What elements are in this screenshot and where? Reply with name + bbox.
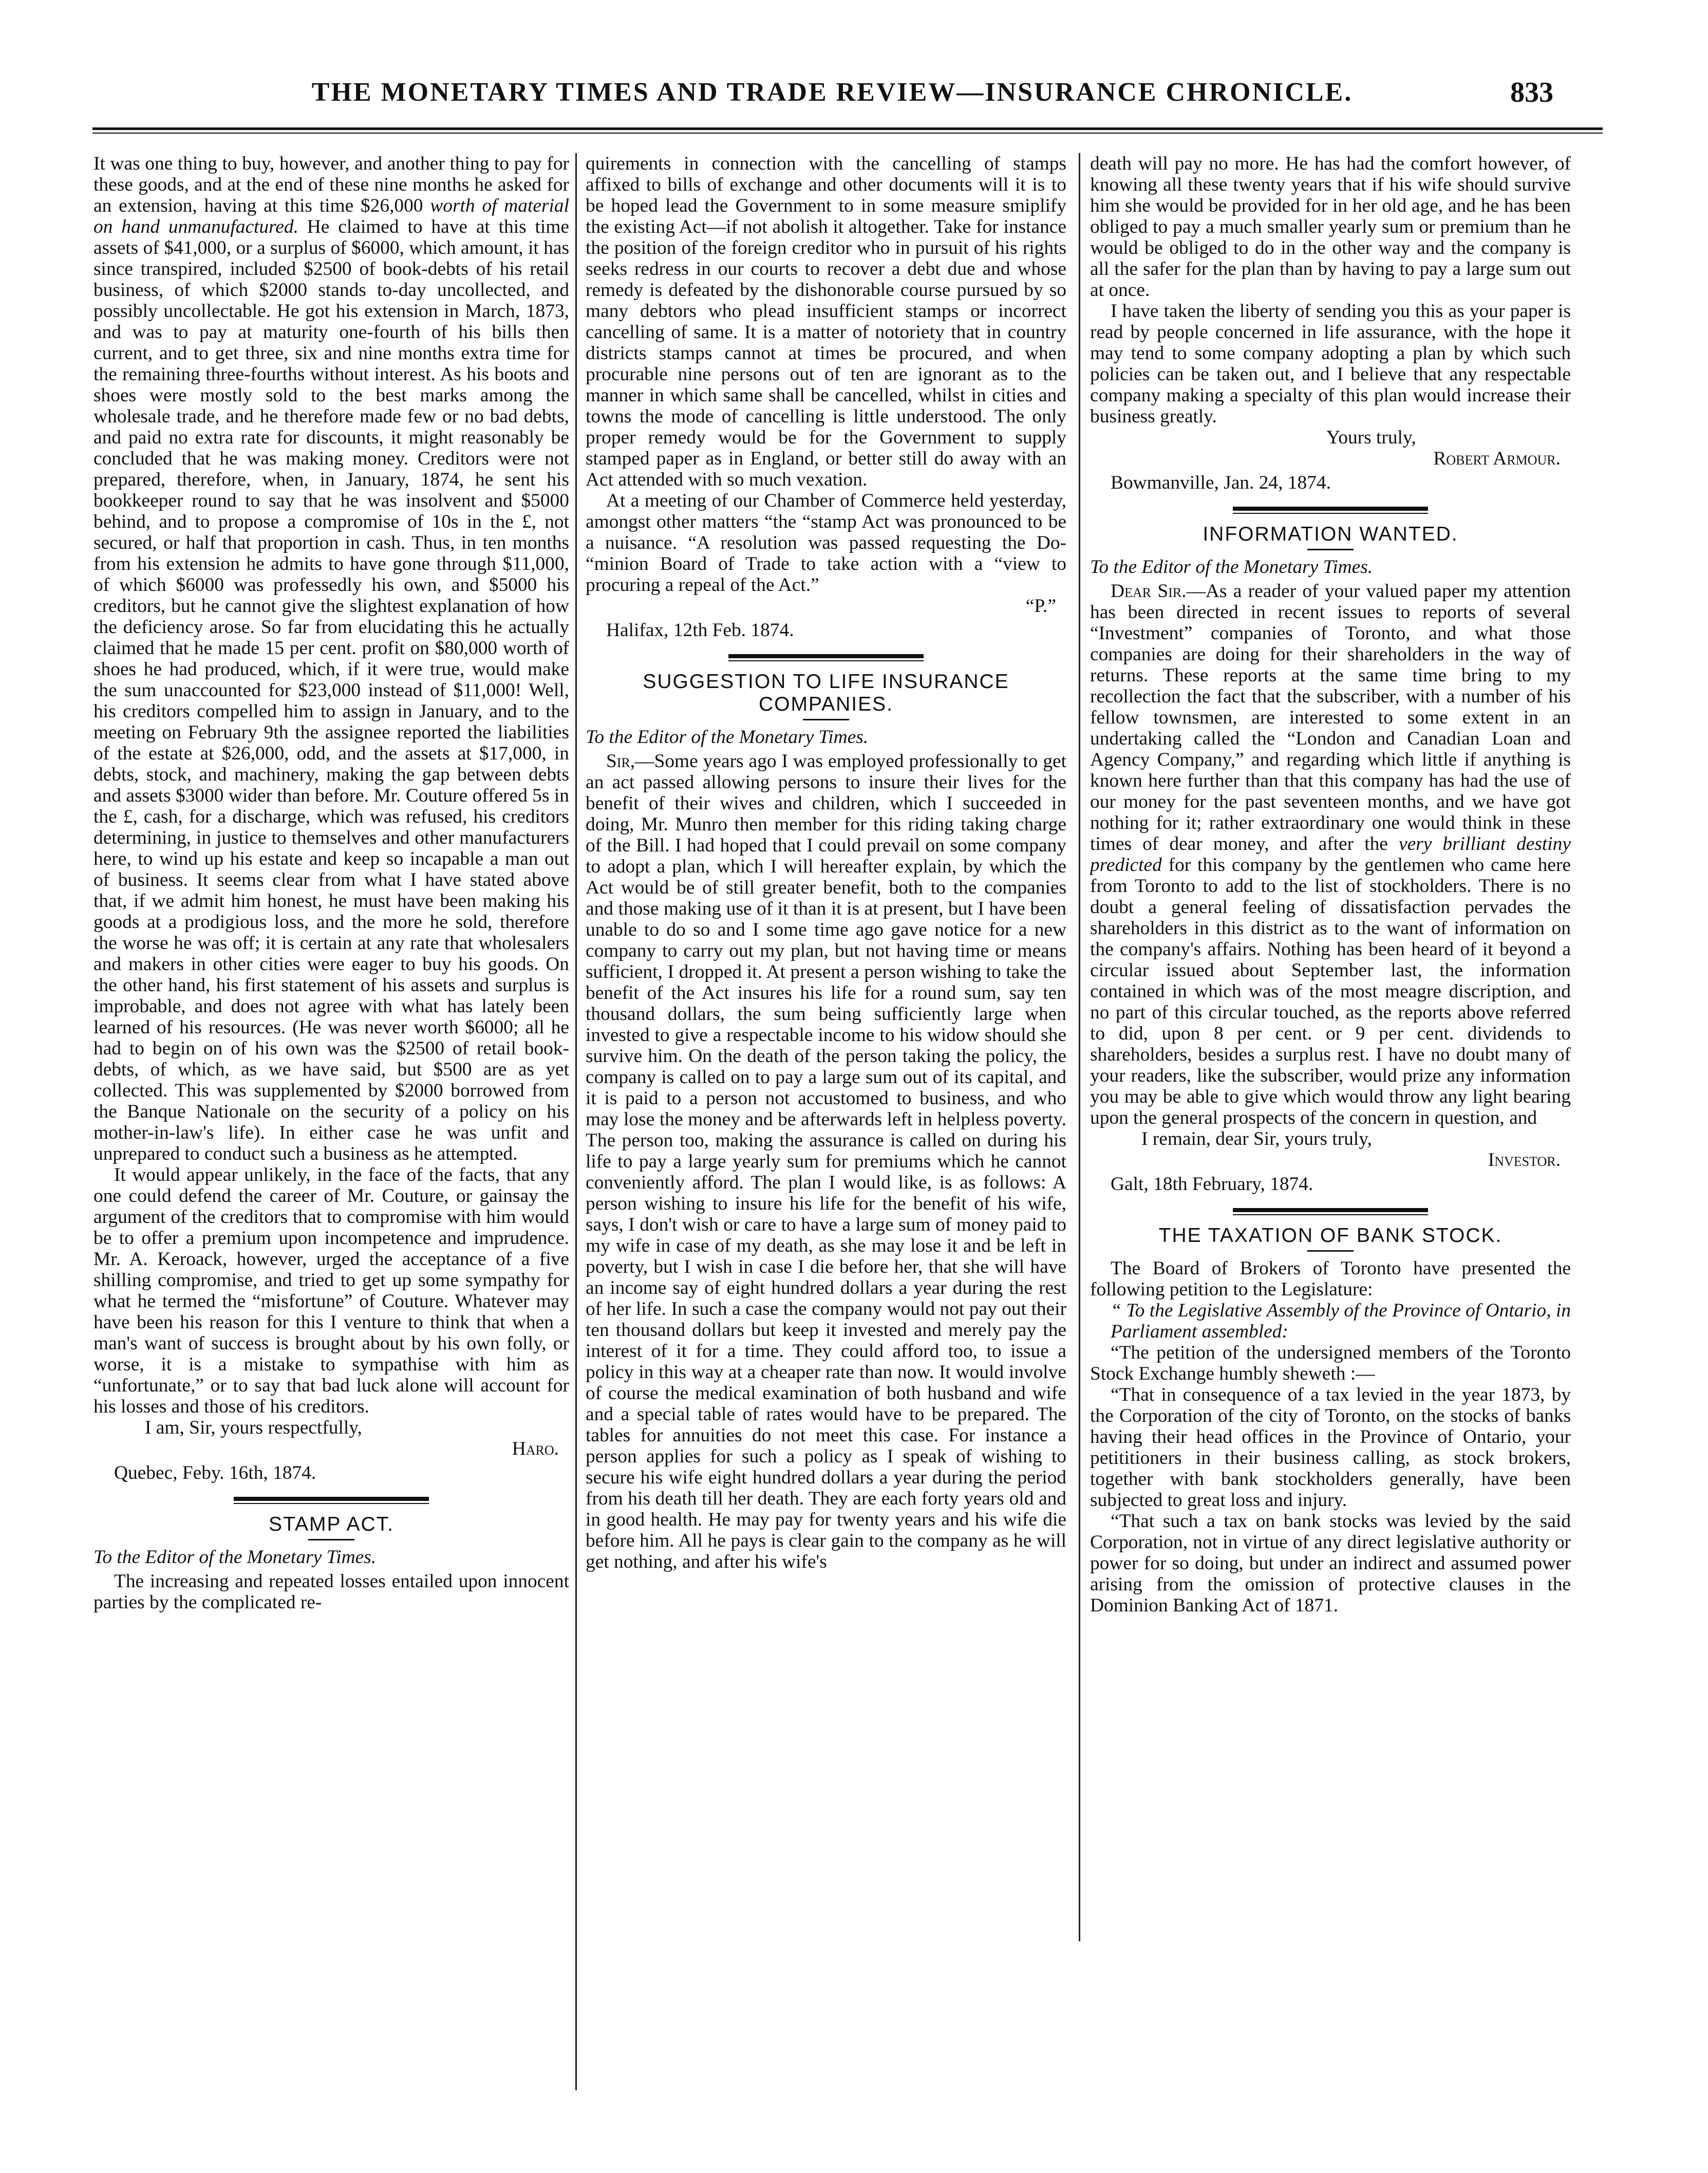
salutation-line: To the Editor of the Monetary Times. [93, 1547, 377, 1568]
heading-rule [803, 719, 849, 720]
page-number: 833 [1510, 77, 1553, 108]
petition-address: “ To the Legislative Assembly of the Province of Ontario, in Parliament assembled: [1111, 1300, 1571, 1342]
letter-signature: “P.” [1025, 596, 1056, 617]
article-paragraph: quirements in connection with the cancelling of stamps affixed to bills of exchange and other documents will it is to be hoped lead the Government to in some measure smiplify the existing Act—if not abolish it altogether. Take for instance the position of the foreign creditor who in pursuit of his rights seeks redress in our courts to recover a debt due and whose remedy is defeated by the dishonorable course pursued by so many debtors who plead insufficient stamps or incorrect cancelling of same. It is a matter of notoriety that in country districts stamps cannot at times be procured, and when procurable nine persons out of ten are ignorant as to the manner in which same shall be cancelled, whilst in cities and towns the mode of cancelling is little understood. The only proper remedy would be for the Government to supply stamped paper as in England, or better still do away with an Act attended with so much vexation. [586, 153, 1066, 490]
article-paragraph: At a meeting of our Chamber of Commerce held yesterday, amongst other matters “the “stamp Act was pronounced to be a nuisance. “A resolution was passed requesting the Do- “minion Board of Trade to take action with a “view to procuring a repeal of the Act.” [586, 490, 1066, 596]
article-paragraph: It was one thing to buy, however, and another thing to pay for these goods, and at the end of these nine months he asked for an extension, having at this time $26,000 worth of material on hand unmanufactured. He claimed to have at this time assets of $41,000, or a surplus of $6000, which amount, it has since transpired, included $2500 of book-debts of his retail business, of which $2000 stands to-day uncollected, and possibly uncollectable. He got his extension in March, 1873, and was to pay at maturity one-fourth of his bills then current, and to get three, six and nine months extra time for the remaining three-fourths without interest. As his boots and shoes were mostly sold to the best marks among the wholesale trade, and he therefore made few or no bad debts, and paid no extra rate for discounts, it might reasonably be concluded that he was making money. Creditors were not prepared, therefore, when, in January, 1874, he sent his bookkeeper round to say that he was insolvent and $5000 behind, and to propose a compromise of 10s in the £, not secured, or half that proportion in cash. Thus, in ten months from his extension he admits to have gone through $11,000, of which $6000 was professedly his own, and $5000 his creditors, but he cannot give the slightest explanation of how the deficiency arose. So far from elucidating this he actually claimed that he made 15 per cent. profit on $80,000 worth of shoes he had produced, which, if it were true, would make the sum unaccounted for $23,000 instead of $11,000! Well, his creditors compelled him to assign in January, and to the meeting on February 9th the assignee reported the liabilities of the estate at $26,000, odd, and the assets at $17,000, in debts, stock, and machinery, making the gap between debts and assets $3000 wider than before. Mr. Couture offered 5s in the £, cash, for a discharge, which was refused, his creditors determining, in justice to themselves and other manufacturers here, to wind up his estate and keep so incapable a man out of business. It seems clear from what I have stated above that, if we admit him honest, he must have been making his goods at a prodigious loss, and the more he sold, therefore the worse he was off; it is certain at any rate that wholesalers and makers in other cities were eager to buy his goods. On the other hand, his first statement of his assets and surplus is improbable, and does not agree with what has lately been learned of his resources. (He was never worth $6000; all he had to begin on of his own was the $2500 of retail book-debts, of which, as we have said, but $500 are as yet collected. This was supplemented by $2000 borrowed from the Banque Nationale on the security of a policy on his mother-in-law's life). In either case he was unfit and unprepared to conduct such a business as he attempted. [93, 153, 569, 1164]
section-divider [728, 654, 924, 661]
dateline: Galt, 18th February, 1874. [1111, 1174, 1313, 1195]
running-head: THE MONETARY TIMES AND TRADE REVIEW—INSURANCE CHRONICLE. [311, 78, 1353, 107]
article-paragraph: It would appear unlikely, in the face of the facts, that any one could defend the career of Mr. Couture, or gainsay the argument of the creditors that to compromise with him would be to offer a premium upon incompetence and imprudence. Mr. A. Keroack, however, urged the acceptance of a five shilling compromise, and tried to get up some sympathy for what he termed the “misfortune” of Couture. Whatever may have been his reason for this I venture to think that when a man's want of success is brought about by his own folly, or worse, it is a mistake to sympathise with him as “unfortunate,” or to say that bad luck alone will account for his losses and those of his creditors. [93, 1164, 569, 1417]
article-paragraph: “The petition of the undersigned members of the Toronto Stock Exchange humbly sheweth :— [1090, 1342, 1571, 1384]
dateline: Quebec, Feby. 16th, 1874. [114, 1462, 316, 1483]
heading-rule [1307, 549, 1354, 550]
column-rule-right [1079, 153, 1080, 1941]
section-heading-information-wanted: INFORMATION WANTED. [1203, 523, 1458, 545]
article-paragraph: “That in consequence of a tax levied in the year 1873, by the Corporation of the city of Toronto, on the stocks of banks having their head offices in the Province of Ontario, your petititioners in their business calling, as stock brokers, together with bank stockholders generally, have been subjected to great loss and injury. [1090, 1384, 1571, 1511]
letter-closing: Yours truly, [1326, 427, 1416, 448]
article-paragraph: “That such a tax on bank stocks was levied by the said Corporation, not in virtue of any direct legislative authority or power for so doing, but under an indirect and assumed power arising from the omission of protective clauses in the Dominion Banking Act of 1871. [1090, 1511, 1571, 1616]
section-divider [1233, 1208, 1428, 1215]
column-right [1090, 153, 1571, 1941]
column-middle [586, 153, 1066, 2090]
salutation-line: To the Editor of the Monetary Times. [1090, 556, 1373, 578]
heading-rule [308, 1539, 354, 1540]
article-paragraph: death will pay no more. He has had the comfort however, of knowing all these twenty years that if his wife should survive him she would be provided for in her old age, and he has been obliged to pay a much smaller yearly sum or premium than he would be obliged to do in the other way and the company is all the safer for the plan than by having to pay a large sum out at once. [1090, 153, 1571, 301]
dateline: Halifax, 12th Feb. 1874. [606, 620, 794, 641]
column-left [93, 153, 569, 2090]
column-rule-left [575, 153, 577, 2090]
dateline: Bowmanville, Jan. 24, 1874. [1111, 472, 1331, 493]
section-divider [1233, 507, 1428, 514]
letter-signature: Haro. [512, 1438, 559, 1459]
article-paragraph: Sir,—Some years ago I was employed professionally to get an act passed allowing persons to insure their lives for the benefit of their wives and children, which I succeeded in doing, Mr. Munro then member for this riding taking charge of the Bill. I had hoped that I could prevail on some company to adopt a plan, which I will hereafter explain, by which the Act would be of still greater benefit, both to the companies and those making use of it than it is at present, but I have been unable to do so and I some time ago gave notice for a new company to carry out my plan, but not having time or means sufficient, I dropped it. At present a person wishing to take the benefit of the Act insures his life for a round sum, say ten thousand dollars, the sum being sufficiently large when invested to give a respectable income to his widow should she survive him. On the death of the person taking the policy, the company is called on to pay a large sum out of its capital, and it is paid to a person not accustomed to business, and who may lose the money and be afterwards left in helpless poverty. The person too, making the assurance is called on during his life to pay a large yearly sum for premiums which he cannot conveniently afford. The plan I would like, is as follows: A person wishing to insure his life for the benefit of his wife, says, I don't wish or care to have a large sum of money paid to my wife in case of my death, as she may lose it and be left in poverty, but I wish in case I die before her, that she will have an income say of eight hundred dollars a year during the rest of her life. In such a case the company would not pay out their ten thousand dollars but keep it invested and merely pay the interest of it for a time. They could afford too, to issue a policy in this way at a cheaper rate than now. It would involve of course the medical examination of both husband and wife and a special table of rates would have to be prepared. The tables for annuities do not meet this case. For instance a person applies for such a policy as I speak of wishing to secure his wife eight hundred dollars a year during the period from his death till her death. They are each forty years old and in good health. He may pay for twenty years and his wife die before him. All he pays is clear gain to the company as he will get nothing, and after his wife's [586, 751, 1066, 1572]
header-rule-thick [92, 127, 1603, 130]
letter-closing: I remain, dear Sir, yours truly, [1141, 1128, 1372, 1149]
letter-signature: Robert Armour. [1433, 448, 1561, 469]
article-paragraph: The Board of Brokers of Toronto have presented the following petition to the Legislature: [1090, 1258, 1571, 1300]
article-paragraph: I have taken the liberty of sending you this as your paper is read by people concerned in life assurance, with the hope it may tend to some company adopting a plan by which such policies can be taken out, and I believe that any respectable company making a specialty of this plan would increase their business greatly. [1090, 301, 1571, 427]
section-divider [234, 1497, 429, 1504]
salutation-line: To the Editor of the Monetary Times. [586, 727, 869, 748]
header-rule-thin [92, 133, 1603, 134]
article-paragraph: The increasing and repeated losses entailed upon innocent parties by the complicated re- [93, 1571, 569, 1613]
article-paragraph: Dear Sir.—As a reader of your valued paper my attention has been directed in recent issues to reports of several “Investment” companies of Toronto, and what those companies are doing for their shareholders in the way of returns. These reports at the same time bring to my recollection the fact that the subscriber, with a number of his fellow townsmen, are interested to some extent in an undertaking called the “London and Canadian Loan and Agency Company,” and regarding which little if anything is known here further than that this company has had the use of our money for the past seventeen months, and we have got nothing for it; rather extraordinary one would think in these times of dear money, and after the very brilliant destiny predicted for this company by the gentlemen who came here from Toronto to add to the list of stockholders. There is no doubt a general feeling of dissatisfaction pervades the shareholders in this district as to the want of information on the company's affairs. Nothing has been heard of it beyond a circular issued about September last, the information contained in which was of the most meagre discription, and no part of this circular touched, as the reports above referred to did, upon 8 per cent. or 9 per cent. dividends to shareholders, besides a surplus rest. I have no doubt many of your readers, like the subscriber, would prize any information you may be able to give which would throw any light bearing upon the general prospects of the concern in question, and [1090, 581, 1571, 1128]
heading-rule [1307, 1250, 1354, 1252]
letter-closing: I am, Sir, yours respectfully, [145, 1417, 362, 1438]
section-heading-stamp-act: STAMP ACT. [269, 1513, 394, 1535]
section-heading-bank-stock: THE TAXATION OF BANK STOCK. [1158, 1224, 1503, 1247]
section-heading-life-insurance: SUGGESTION TO LIFE INSURANCE COMPANIES. [643, 671, 1009, 715]
letter-signature: Investor. [1488, 1149, 1561, 1171]
